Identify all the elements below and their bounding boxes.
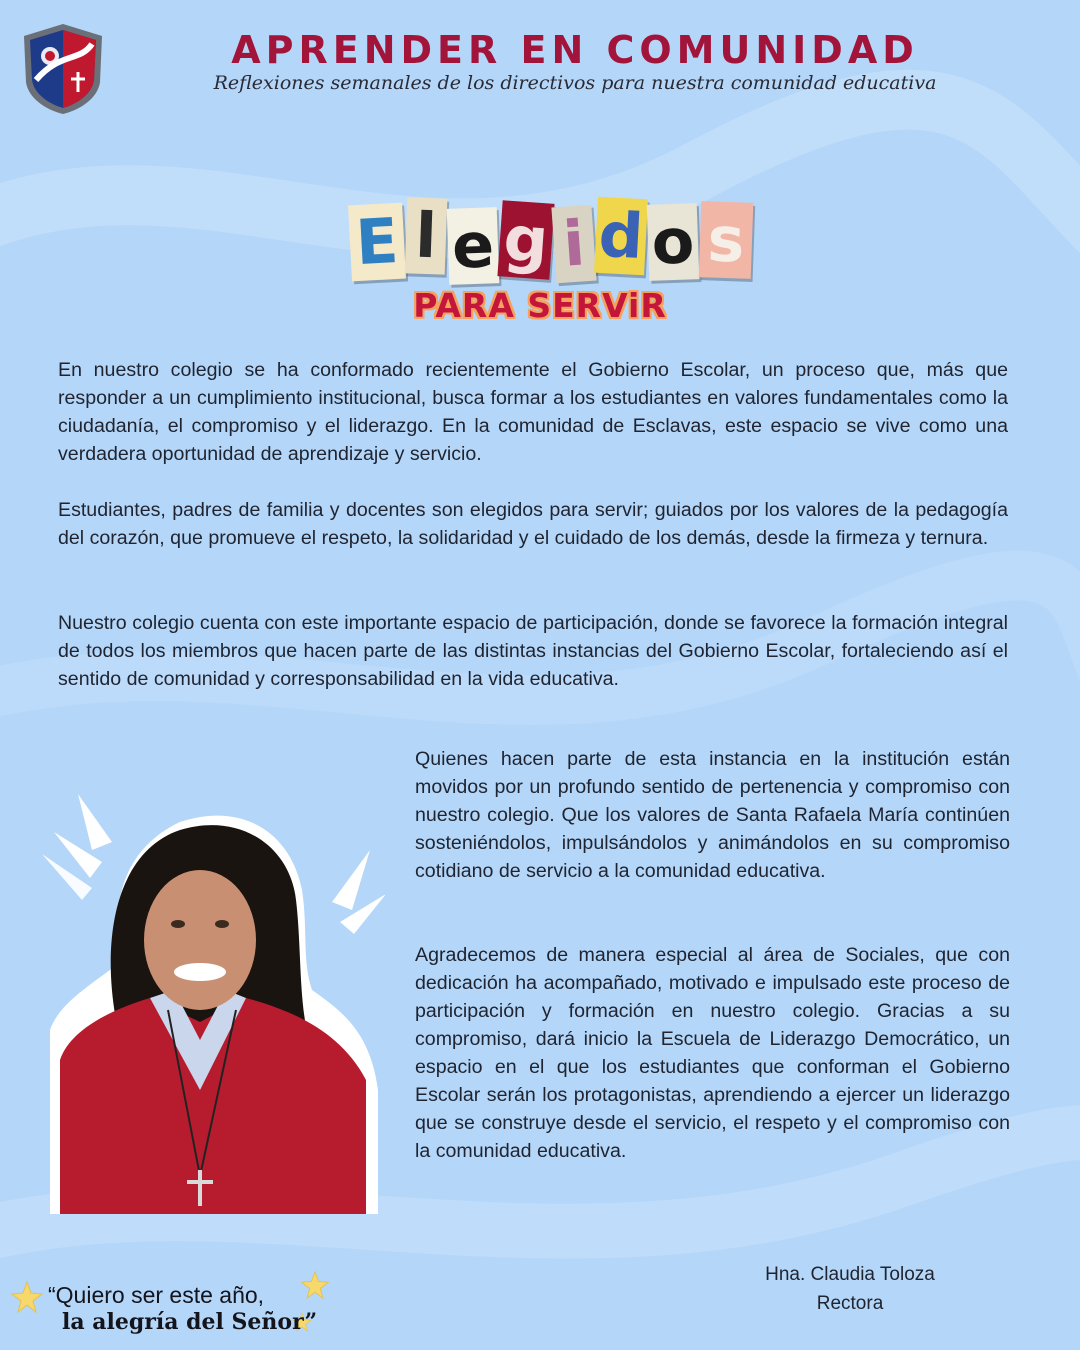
paragraph-1: En nuestro colegio se ha conformado recientemente el Gobierno Escolar, un proceso que, más que responder a un cumplimiento institucional, busca formar a los estudiantes en valores fundamentales como la ciudadanía, el compromiso y el liderazgo. En la comunidad de Esclavas, este espacio se vive como una verdadera oportunidad de aprendizaje y servicio. [58, 359, 1008, 465]
paragraph-5: Agradecemos de manera especial al área de Sociales, que con dedicación ha acompañado, motivado e impulsado este proceso de participación y formación en nuestro colegio. Gracias a su compromiso, dará inicio la Escuela de Liderazgo Democrático, un espacio en el que los estudiantes que conforman el Gobierno Escolar serán los protagonistas, aprendiendo a ejercer un liderazgo que se construye desde el servicio, el respeto y el compromiso con la comunidad educativa. [415, 944, 1010, 1162]
page-subtitle: Reflexiones semanales de los directivos para nuestra comunidad educativa [213, 72, 937, 94]
signature-block [730, 1260, 970, 1318]
wordmark-letter: d [594, 197, 648, 276]
rector-photo [40, 790, 385, 1220]
school-crest-logo [20, 22, 106, 116]
sparkle-mark [332, 850, 370, 910]
wordmark-letter: E [348, 203, 406, 282]
para-servir-heading: PARA SERViR [413, 286, 667, 325]
elegidos-wordmark [350, 198, 750, 282]
wordmark-letter: e [447, 207, 500, 285]
paragraph-3: Nuestro colegio cuenta con este importante espacio de participación, donde se favorece la formación integral de todos los miembros que hacen parte de las distintas instancias del Gobierno Escolar, fortaleciendo así el sentido de comunidad y corresponsabilidad en la vida educativa. [58, 612, 1008, 690]
quote-line-2: la alegría del Señor” [62, 1309, 318, 1335]
signature-name: Hna. Claudia Toloza [765, 1264, 935, 1285]
paragraph-4: Quienes hacen parte de esta instancia en la institución están movidos por un profundo sentido de pertenencia y compromiso con nuestro colegio. Que los valores de Santa Rafaela María continúen sosteniéndolos, impulsándolos y animándolos en su compromiso cotidiano de servicio a la comunidad educativa. [415, 748, 1010, 882]
quote-line-1: “Quiero ser este año, [48, 1282, 265, 1308]
quote-block [10, 1268, 340, 1343]
star-icon [300, 1270, 330, 1300]
wordmark-letter: g [497, 200, 554, 279]
sparkle-mark [78, 794, 112, 850]
wordmark-letter: l [405, 197, 448, 274]
paragraph-2: Estudiantes, padres de familia y docentes son elegidos para servir; guiados por los valores de la pedagogía del corazón, que promueve el respeto, la solidaridad y el cuidado de los demás, desde la firmeza y ternura. [58, 499, 1008, 549]
wordmark-letter: s [699, 201, 754, 279]
star-icon [10, 1280, 44, 1314]
signature-role: Rectora [816, 1293, 884, 1314]
wordmark-letter: i [551, 205, 596, 284]
wordmark-letter: o [647, 203, 700, 281]
page-title: APRENDER EN COMUNIDAD [231, 28, 919, 72]
